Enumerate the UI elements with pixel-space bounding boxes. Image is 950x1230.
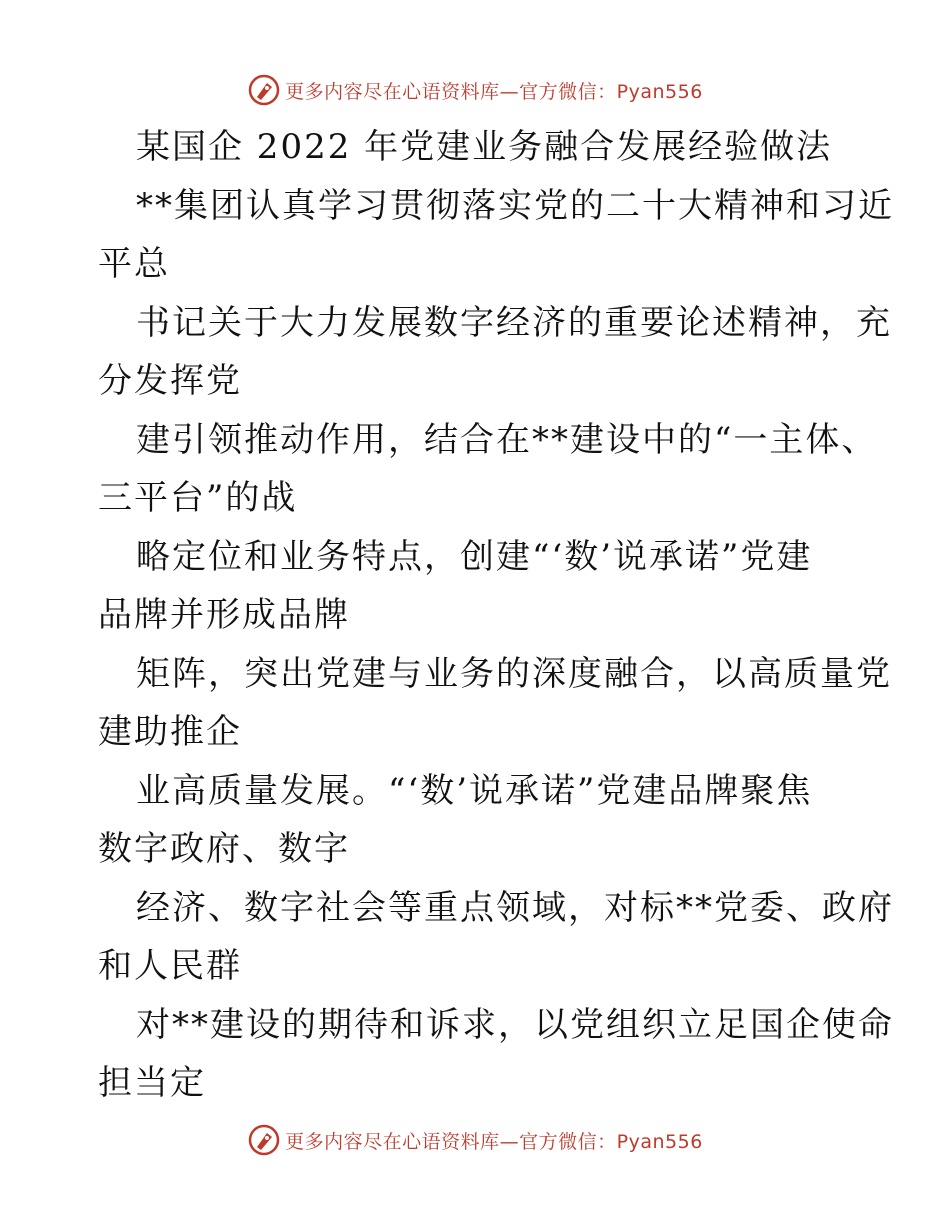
document-body (98, 118, 894, 1113)
pen-nib-logo-icon (247, 73, 281, 107)
paragraph-line: 书记关于大力发展数字经济的重要论述精神，充 (136, 302, 892, 343)
paragraph-line: 和人民群 (98, 946, 242, 986)
pen-nib-logo-icon (247, 1123, 281, 1157)
paragraph-line: 建助推企 (98, 712, 242, 752)
banner-text: 更多内容尽在心语资料库—官方微信：Pyan556 (285, 1130, 703, 1153)
paragraph-line: 略定位和业务特点，创建“‘数’说承诺”党建 (136, 536, 813, 577)
paragraph-line: 对**建设的期待和诉求，以党组织立足国企使命 (136, 1004, 894, 1045)
paragraph-line: 三平台”的战 (98, 478, 298, 518)
paragraph-line: 分发挥党 (98, 361, 242, 401)
banner-text: 更多内容尽在心语资料库—官方微信：Pyan556 (285, 80, 703, 103)
paragraph-line: 建引领推动作用，结合在**建设中的“一主体、 (136, 419, 878, 460)
paragraph-line: **集团认真学习贯彻落实党的二十大精神和习近 (136, 185, 894, 226)
paragraph-line: 矩阵，突出党建与业务的深度融合，以高质量党 (136, 653, 892, 694)
footer-banner (0, 1120, 950, 1160)
document-title: 某国企 2022 年党建业务融合发展经验做法 (136, 127, 833, 167)
paragraph-line: 数字政府、数字 (98, 829, 350, 869)
header-banner (0, 70, 950, 110)
paragraph-line: 平总 (98, 244, 170, 284)
paragraph-line: 经济、数字社会等重点领域，对标**党委、政府 (136, 887, 894, 928)
paragraph-line: 担当定 (98, 1063, 206, 1103)
paragraph-line: 品牌并形成品牌 (98, 595, 350, 635)
paragraph-line: 业高质量发展。“‘数’说承诺”党建品牌聚焦 (136, 770, 813, 811)
